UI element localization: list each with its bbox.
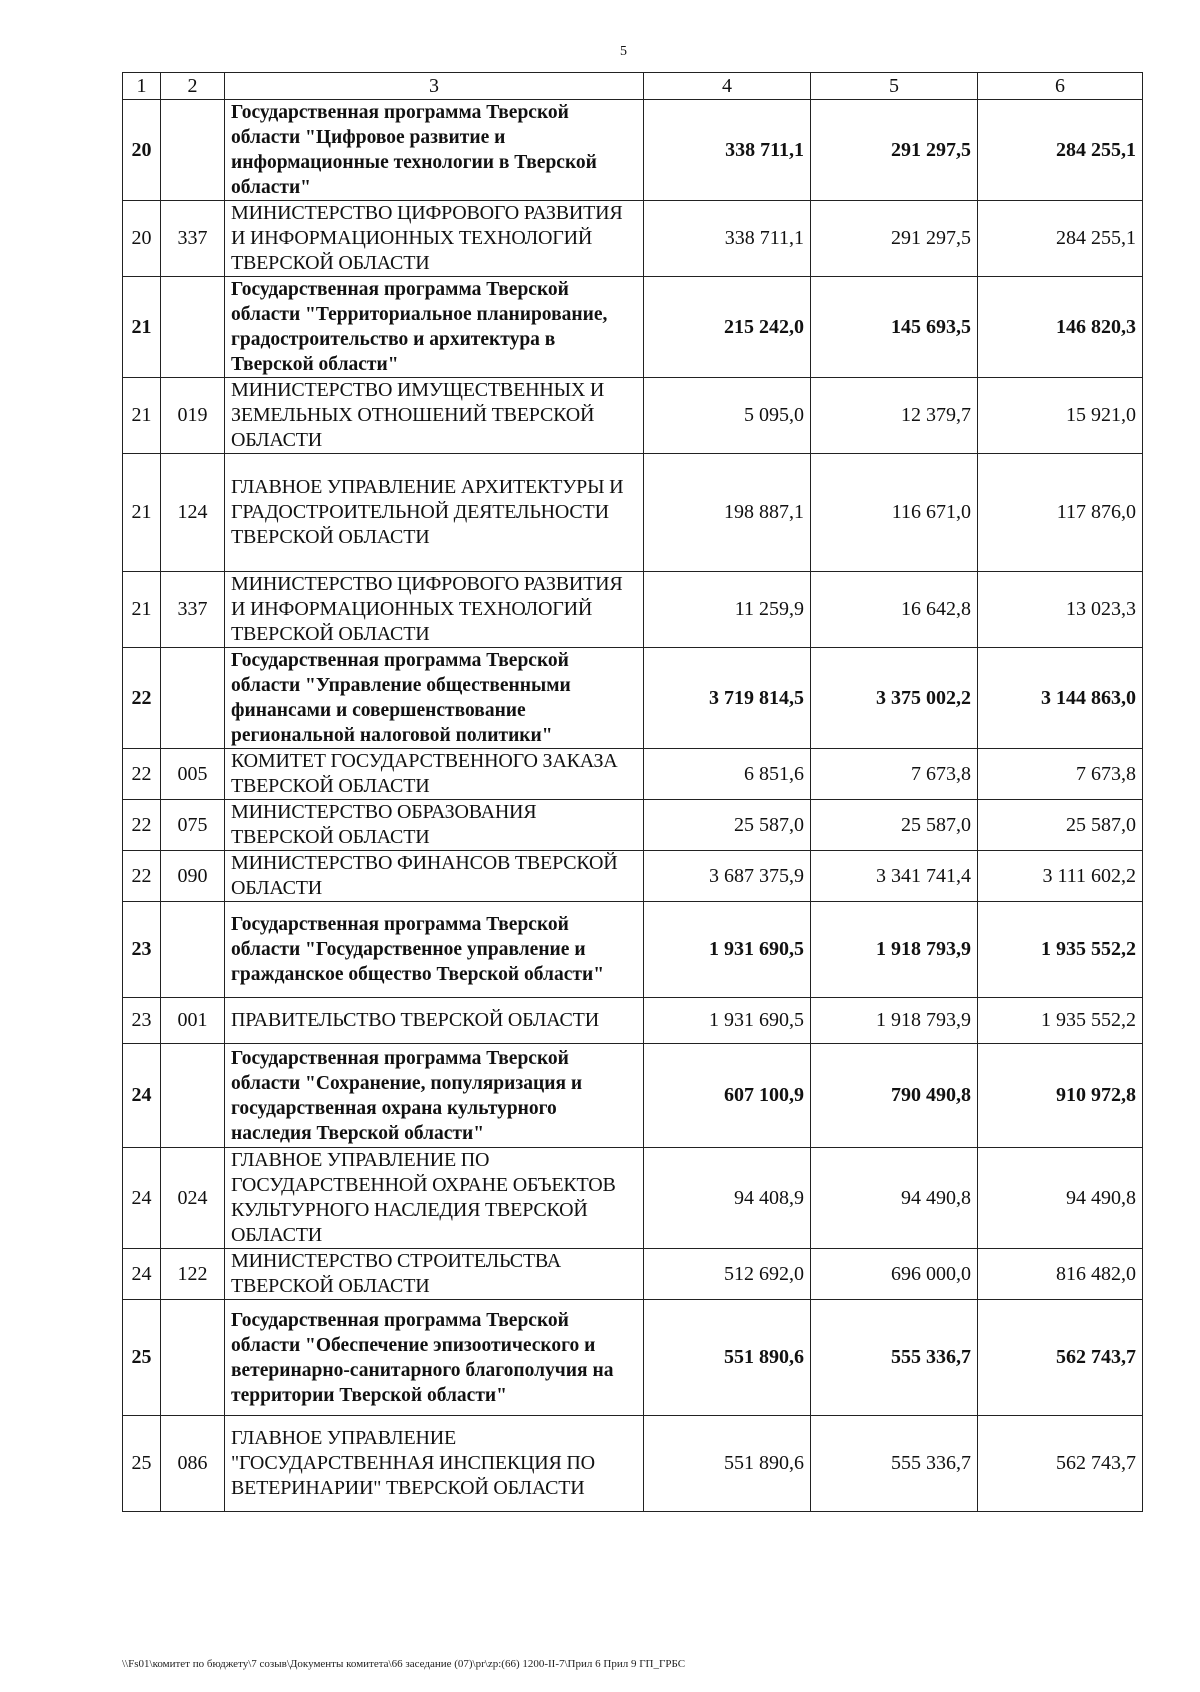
department-row	[123, 1416, 1143, 1512]
department-row	[123, 201, 1143, 277]
table-body	[123, 100, 1143, 1512]
value-col-6: 94 490,8	[978, 1148, 1143, 1249]
row-number: 24	[123, 1249, 161, 1300]
department-row	[123, 454, 1143, 572]
program-row	[123, 277, 1143, 378]
row-number: 21	[123, 378, 161, 454]
value-col-5: 3 375 002,2	[811, 648, 978, 749]
row-name: ГЛАВНОЕ УПРАВЛЕНИЕ ПО ГОСУДАРСТВЕННОЙ ОХРАНЕ ОБЪЕКТОВ КУЛЬТУРНОГО НАСЛЕДИЯ ТВЕРСКОЙ ОБЛАСТИ	[225, 1148, 644, 1249]
row-name: Государственная программа Тверской области "Сохранение, популяризация и государственная охрана культурного наследия Тверской области"	[225, 1044, 644, 1148]
row-number: 23	[123, 902, 161, 998]
header-col-6: 6	[978, 73, 1143, 100]
value-col-5: 12 379,7	[811, 378, 978, 454]
header-col-5: 5	[811, 73, 978, 100]
value-col-5: 555 336,7	[811, 1416, 978, 1512]
department-code: 024	[161, 1148, 225, 1249]
department-code: 090	[161, 851, 225, 902]
value-col-6: 910 972,8	[978, 1044, 1143, 1148]
row-number: 24	[123, 1044, 161, 1148]
value-col-6: 816 482,0	[978, 1249, 1143, 1300]
value-col-4: 551 890,6	[644, 1300, 811, 1416]
value-col-6: 3 144 863,0	[978, 648, 1143, 749]
value-col-6: 25 587,0	[978, 800, 1143, 851]
table-header	[123, 73, 1143, 100]
department-code	[161, 277, 225, 378]
header-row	[123, 73, 1143, 100]
row-name: Государственная программа Тверской области "Территориальное планирование, градостроительство и архитектура в Тверской области"	[225, 277, 644, 378]
row-name: Государственная программа Тверской области "Управление общественными финансами и совершенствование региональной налоговой политики"	[225, 648, 644, 749]
department-code: 337	[161, 201, 225, 277]
row-number: 20	[123, 201, 161, 277]
department-code: 124	[161, 454, 225, 572]
value-col-4: 11 259,9	[644, 572, 811, 648]
value-col-6: 284 255,1	[978, 201, 1143, 277]
department-code: 075	[161, 800, 225, 851]
row-number: 24	[123, 1148, 161, 1249]
value-col-6: 284 255,1	[978, 100, 1143, 201]
department-code: 001	[161, 998, 225, 1044]
department-code	[161, 100, 225, 201]
row-number: 22	[123, 648, 161, 749]
value-col-6: 15 921,0	[978, 378, 1143, 454]
header-col-3: 3	[225, 73, 644, 100]
value-col-4: 6 851,6	[644, 749, 811, 800]
row-number: 21	[123, 277, 161, 378]
row-name: МИНИСТЕРСТВО ОБРАЗОВАНИЯ ТВЕРСКОЙ ОБЛАСТИ	[225, 800, 644, 851]
row-number: 20	[123, 100, 161, 201]
program-row	[123, 1044, 1143, 1148]
department-code: 086	[161, 1416, 225, 1512]
department-row	[123, 749, 1143, 800]
value-col-6: 562 743,7	[978, 1300, 1143, 1416]
row-name: МИНИСТЕРСТВО СТРОИТЕЛЬСТВА ТВЕРСКОЙ ОБЛАСТИ	[225, 1249, 644, 1300]
budget-table	[122, 72, 1143, 1512]
row-number: 25	[123, 1300, 161, 1416]
value-col-6: 13 023,3	[978, 572, 1143, 648]
header-col-4: 4	[644, 73, 811, 100]
value-col-6: 1 935 552,2	[978, 902, 1143, 998]
value-col-6: 7 673,8	[978, 749, 1143, 800]
value-col-4: 338 711,1	[644, 100, 811, 201]
value-col-5: 16 642,8	[811, 572, 978, 648]
value-col-5: 696 000,0	[811, 1249, 978, 1300]
program-row	[123, 648, 1143, 749]
value-col-5: 25 587,0	[811, 800, 978, 851]
row-name: МИНИСТЕРСТВО ЦИФРОВОГО РАЗВИТИЯ И ИНФОРМАЦИОННЫХ ТЕХНОЛОГИЙ ТВЕРСКОЙ ОБЛАСТИ	[225, 572, 644, 648]
department-row	[123, 851, 1143, 902]
program-row	[123, 100, 1143, 201]
value-col-4: 25 587,0	[644, 800, 811, 851]
value-col-4: 512 692,0	[644, 1249, 811, 1300]
row-name: Государственная программа Тверской области "Цифровое развитие и информационные технологии в Тверской области"	[225, 100, 644, 201]
row-name: Государственная программа Тверской области "Государственное управление и гражданское общество Тверской области"	[225, 902, 644, 998]
value-col-5: 7 673,8	[811, 749, 978, 800]
value-col-4: 1 931 690,5	[644, 902, 811, 998]
value-col-5: 555 336,7	[811, 1300, 978, 1416]
value-col-5: 145 693,5	[811, 277, 978, 378]
department-row	[123, 1148, 1143, 1249]
value-col-5: 3 341 741,4	[811, 851, 978, 902]
row-number: 21	[123, 572, 161, 648]
row-name: МИНИСТЕРСТВО ЦИФРОВОГО РАЗВИТИЯ И ИНФОРМАЦИОННЫХ ТЕХНОЛОГИЙ ТВЕРСКОЙ ОБЛАСТИ	[225, 201, 644, 277]
value-col-5: 116 671,0	[811, 454, 978, 572]
value-col-5: 1 918 793,9	[811, 902, 978, 998]
row-number: 22	[123, 800, 161, 851]
header-col-2: 2	[161, 73, 225, 100]
value-col-5: 94 490,8	[811, 1148, 978, 1249]
department-code	[161, 1044, 225, 1148]
row-name: МИНИСТЕРСТВО ИМУЩЕСТВЕННЫХ И ЗЕМЕЛЬНЫХ ОТНОШЕНИЙ ТВЕРСКОЙ ОБЛАСТИ	[225, 378, 644, 454]
value-col-6: 117 876,0	[978, 454, 1143, 572]
value-col-5: 291 297,5	[811, 201, 978, 277]
value-col-4: 607 100,9	[644, 1044, 811, 1148]
department-row	[123, 378, 1143, 454]
row-name: МИНИСТЕРСТВО ФИНАНСОВ ТВЕРСКОЙ ОБЛАСТИ	[225, 851, 644, 902]
value-col-4: 3 687 375,9	[644, 851, 811, 902]
value-col-6: 562 743,7	[978, 1416, 1143, 1512]
value-col-4: 3 719 814,5	[644, 648, 811, 749]
department-row	[123, 998, 1143, 1044]
department-row	[123, 572, 1143, 648]
value-col-5: 790 490,8	[811, 1044, 978, 1148]
row-name: ГЛАВНОЕ УПРАВЛЕНИЕ "ГОСУДАРСТВЕННАЯ ИНСПЕКЦИЯ ПО ВЕТЕРИНАРИИ" ТВЕРСКОЙ ОБЛАСТИ	[225, 1416, 644, 1512]
value-col-4: 338 711,1	[644, 201, 811, 277]
value-col-4: 215 242,0	[644, 277, 811, 378]
row-number: 22	[123, 749, 161, 800]
department-row	[123, 800, 1143, 851]
page-number: 5	[620, 44, 627, 59]
row-number: 25	[123, 1416, 161, 1512]
department-code	[161, 648, 225, 749]
value-col-6: 146 820,3	[978, 277, 1143, 378]
header-col-1: 1	[123, 73, 161, 100]
program-row	[123, 1300, 1143, 1416]
row-number: 22	[123, 851, 161, 902]
row-name: КОМИТЕТ ГОСУДАРСТВЕННОГО ЗАКАЗА ТВЕРСКОЙ ОБЛАСТИ	[225, 749, 644, 800]
department-row	[123, 1249, 1143, 1300]
row-name: Государственная программа Тверской области "Обеспечение эпизоотического и ветеринарно-санитарного благополучия на территории Тверской области"	[225, 1300, 644, 1416]
department-code	[161, 902, 225, 998]
value-col-5: 291 297,5	[811, 100, 978, 201]
department-code: 122	[161, 1249, 225, 1300]
program-row	[123, 902, 1143, 998]
department-code: 337	[161, 572, 225, 648]
row-name: ГЛАВНОЕ УПРАВЛЕНИЕ АРХИТЕКТУРЫ И ГРАДОСТРОИТЕЛЬНОЙ ДЕЯТЕЛЬНОСТИ ТВЕРСКОЙ ОБЛАСТИ	[225, 454, 644, 572]
row-number: 21	[123, 454, 161, 572]
row-name: ПРАВИТЕЛЬСТВО ТВЕРСКОЙ ОБЛАСТИ	[225, 998, 644, 1044]
value-col-6: 1 935 552,2	[978, 998, 1143, 1044]
value-col-4: 1 931 690,5	[644, 998, 811, 1044]
value-col-4: 5 095,0	[644, 378, 811, 454]
department-code: 019	[161, 378, 225, 454]
department-code	[161, 1300, 225, 1416]
value-col-4: 198 887,1	[644, 454, 811, 572]
footer-file-path: \\Fs01\комитет по бюджету\7 созыв\Документы комитета\66 заседание (07)\pr\zp:(66) 1200-II-7\Прил 6 Прил 9 ГП_ГРБС	[122, 1658, 686, 1670]
value-col-6: 3 111 602,2	[978, 851, 1143, 902]
department-code: 005	[161, 749, 225, 800]
value-col-4: 94 408,9	[644, 1148, 811, 1249]
value-col-4: 551 890,6	[644, 1416, 811, 1512]
value-col-5: 1 918 793,9	[811, 998, 978, 1044]
row-number: 23	[123, 998, 161, 1044]
